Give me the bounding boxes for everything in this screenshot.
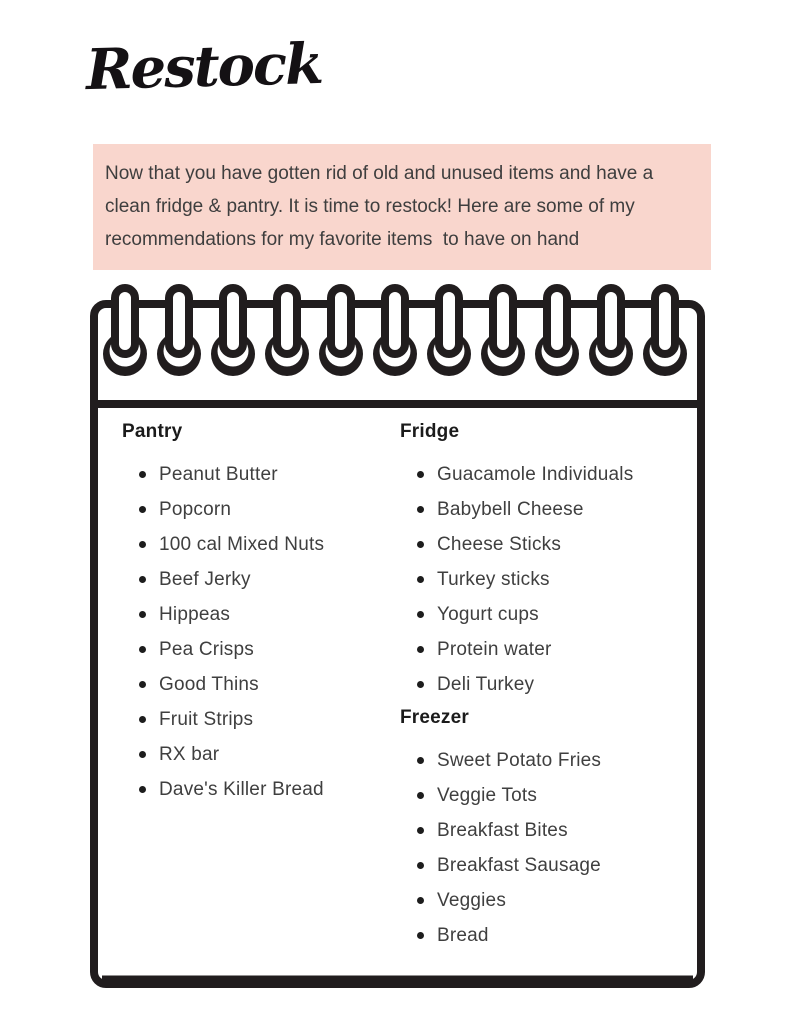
list-item: RX bar	[122, 737, 392, 772]
fridge-list	[400, 457, 695, 702]
page-title: Restock	[85, 30, 323, 104]
list-item: Pea Crisps	[122, 632, 392, 667]
list-item: Sweet Potato Fries	[400, 743, 695, 778]
list-item: Veggies	[400, 883, 695, 918]
list-item: Popcorn	[122, 492, 392, 527]
list-item: Babybell Cheese	[400, 492, 695, 527]
list-item: Bread	[400, 918, 695, 953]
intro-paragraph: Now that you have gotten rid of old and unused items and have a clean fridge & pantry. It is time to restock! Here are some of my recommendations for my favorite items to have on hand	[105, 163, 659, 250]
list-item: Hippeas	[122, 597, 392, 632]
list-item: Veggie Tots	[400, 778, 695, 813]
list-item: Dave's Killer Bread	[122, 772, 392, 807]
list-item: 100 cal Mixed Nuts	[122, 527, 392, 562]
section-title-pantry: Pantry	[122, 421, 183, 442]
list-item: Protein water	[400, 632, 695, 667]
list-item: Peanut Butter	[122, 457, 392, 492]
fridge-freezer-column	[400, 421, 695, 953]
list-item: Breakfast Bites	[400, 813, 695, 848]
freezer-list	[400, 743, 695, 953]
pantry-list	[122, 457, 392, 807]
list-item: Good Thins	[122, 667, 392, 702]
list-item: Beef Jerky	[122, 562, 392, 597]
list-item: Breakfast Sausage	[400, 848, 695, 883]
list-item: Deli Turkey	[400, 667, 695, 702]
list-item: Turkey sticks	[400, 562, 695, 597]
intro-highlight-box	[93, 144, 711, 270]
list-item: Fruit Strips	[122, 702, 392, 737]
list-item: Cheese Sticks	[400, 527, 695, 562]
section-title-freezer: Freezer	[400, 707, 469, 728]
list-item: Guacamole Individuals	[400, 457, 695, 492]
section-title-fridge: Fridge	[400, 421, 460, 442]
list-item: Yogurt cups	[400, 597, 695, 632]
pantry-column	[122, 421, 392, 807]
